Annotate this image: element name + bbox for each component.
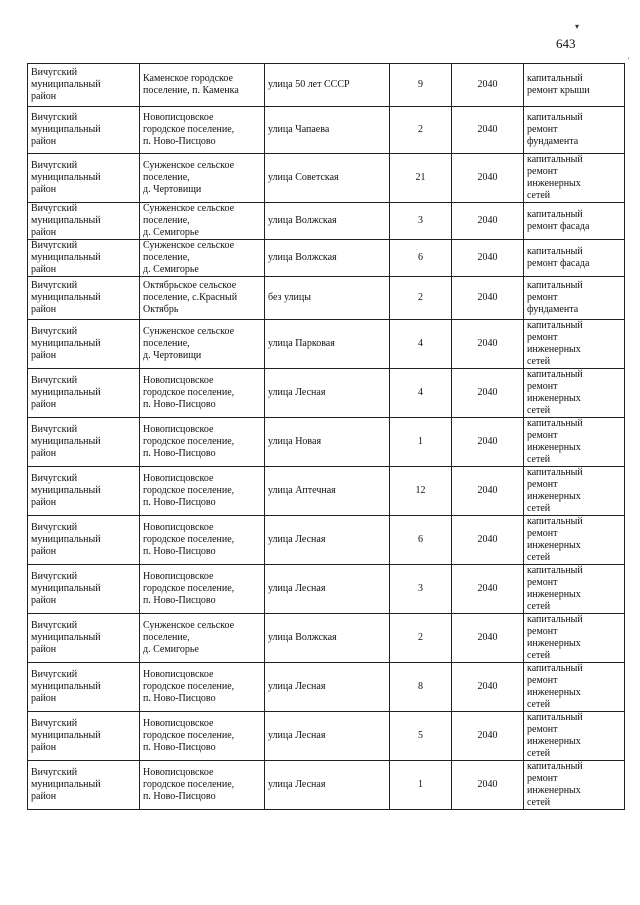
district-cell-line: Вичугский	[31, 473, 78, 484]
settlement-cell-line: поселение,	[143, 215, 190, 226]
table-row	[28, 369, 625, 418]
work-type-cell	[524, 712, 625, 761]
settlement-cell-line: п. Ново-Писцово	[143, 595, 216, 606]
year-cell: 2040	[452, 154, 524, 203]
district-cell	[28, 565, 140, 614]
count-cell: 2	[390, 107, 452, 154]
settlement-cell	[140, 154, 265, 203]
settlement-cell-line: Октябрь	[143, 304, 179, 315]
district-cell	[28, 712, 140, 761]
count-cell: 1	[390, 418, 452, 467]
district-cell	[28, 663, 140, 712]
street-cell: улица Чапаева	[265, 107, 390, 154]
work-type-cell-line: фундамента	[527, 304, 579, 315]
settlement-cell-line: Новописцовское	[143, 375, 214, 386]
settlement-cell-line: городское поселение,	[143, 485, 235, 496]
work-type-cell-line: инженерных	[527, 540, 581, 551]
work-type-cell-line: капитальный	[527, 467, 583, 478]
settlement-cell-line: Новописцовское	[143, 424, 214, 435]
work-type-cell-line: фундамента	[527, 136, 579, 147]
work-type-cell-line: ремонт	[527, 773, 558, 784]
street-cell: улица Лесная	[265, 761, 390, 810]
work-type-cell-line: ремонт фасада	[527, 258, 590, 269]
table-row	[28, 712, 625, 761]
settlement-cell	[140, 277, 265, 320]
count-cell: 4	[390, 320, 452, 369]
work-type-cell-line: ремонт	[527, 724, 558, 735]
work-type-cell	[524, 277, 625, 320]
district-cell-line: район	[31, 644, 57, 655]
work-type-cell	[524, 107, 625, 154]
district-cell-line: район	[31, 91, 57, 102]
table-row	[28, 614, 625, 663]
work-type-cell-line: ремонт	[527, 292, 558, 303]
district-cell-line: Вичугский	[31, 522, 78, 533]
district-cell-line: Вичугский	[31, 718, 78, 729]
work-type-cell-line: инженерных	[527, 442, 581, 453]
settlement-cell-line: Октябрьское сельское	[143, 280, 237, 291]
settlement-cell-line: Новописцовское	[143, 718, 214, 729]
settlement-cell-line: городское поселение,	[143, 124, 235, 135]
work-type-cell	[524, 614, 625, 663]
work-type-cell-line: сетей	[527, 503, 551, 514]
settlement-cell-line: д. Семигорье	[143, 644, 199, 655]
work-type-cell-line: капитальный	[527, 209, 583, 220]
work-type-cell	[524, 418, 625, 467]
year-cell: 2040	[452, 203, 524, 240]
count-cell: 2	[390, 277, 452, 320]
district-cell-line: муниципальный	[31, 632, 101, 643]
repair-schedule-table	[27, 63, 625, 810]
year-cell: 2040	[452, 369, 524, 418]
settlement-cell	[140, 369, 265, 418]
district-cell-line: Вичугский	[31, 326, 78, 337]
year-cell: 2040	[452, 107, 524, 154]
district-cell-line: Вичугский	[31, 112, 78, 123]
street-cell: улица Аптечная	[265, 467, 390, 516]
work-type-cell	[524, 516, 625, 565]
district-cell	[28, 154, 140, 203]
year-cell: 2040	[452, 64, 524, 107]
settlement-cell-line: городское поселение,	[143, 436, 235, 447]
settlement-cell-line: п. Ново-Писцово	[143, 136, 216, 147]
district-cell-line: муниципальный	[31, 252, 101, 263]
table-row	[28, 761, 625, 810]
year-cell: 2040	[452, 418, 524, 467]
settlement-cell-line: п. Ново-Писцово	[143, 742, 216, 753]
district-cell	[28, 516, 140, 565]
settlement-cell-line: Новописцовское	[143, 571, 214, 582]
count-cell: 21	[390, 154, 452, 203]
table-row	[28, 467, 625, 516]
settlement-cell-line: д. Семигорье	[143, 264, 199, 275]
year-cell: 2040	[452, 614, 524, 663]
district-cell-line: муниципальный	[31, 387, 101, 398]
settlement-cell	[140, 761, 265, 810]
settlement-cell-line: Сунженское сельское	[143, 240, 235, 251]
settlement-cell-line: Новописцовское	[143, 767, 214, 778]
district-cell-line: муниципальный	[31, 681, 101, 692]
year-cell: 2040	[452, 761, 524, 810]
settlement-cell-line: городское поселение,	[143, 534, 235, 545]
work-type-cell	[524, 565, 625, 614]
work-type-cell	[524, 320, 625, 369]
year-cell: 2040	[452, 663, 524, 712]
work-type-cell	[524, 369, 625, 418]
table-row	[28, 240, 625, 277]
settlement-cell-line: п. Ново-Писцово	[143, 693, 216, 704]
work-type-cell-line: сетей	[527, 552, 551, 563]
year-cell: 2040	[452, 516, 524, 565]
work-type-cell-line: инженерных	[527, 491, 581, 502]
settlement-cell	[140, 203, 265, 240]
street-cell: улица Лесная	[265, 663, 390, 712]
work-type-cell-line: ремонт крыши	[527, 85, 590, 96]
settlement-cell	[140, 565, 265, 614]
district-cell	[28, 761, 140, 810]
street-cell: улица Волжская	[265, 240, 390, 277]
district-cell-line: район	[31, 227, 57, 238]
district-cell-line: Вичугский	[31, 375, 78, 386]
count-cell: 12	[390, 467, 452, 516]
table-row	[28, 663, 625, 712]
table-row	[28, 277, 625, 320]
settlement-cell-line: поселение,	[143, 172, 190, 183]
table-row	[28, 516, 625, 565]
table-body	[28, 64, 625, 810]
settlement-cell-line: Новописцовское	[143, 112, 214, 123]
settlement-cell	[140, 418, 265, 467]
settlement-cell-line: Сунженское сельское	[143, 160, 235, 171]
district-cell-line: муниципальный	[31, 485, 101, 496]
page-number: 643	[556, 36, 576, 51]
district-cell	[28, 614, 140, 663]
settlement-cell-line: городское поселение,	[143, 681, 235, 692]
work-type-cell-line: сетей	[527, 356, 551, 367]
settlement-cell-line: городское поселение,	[143, 730, 235, 741]
district-cell-line: Вичугский	[31, 240, 78, 251]
work-type-cell-line: капитальный	[527, 320, 583, 331]
work-type-cell-line: ремонт	[527, 675, 558, 686]
street-cell: улица Парковая	[265, 320, 390, 369]
settlement-cell	[140, 64, 265, 107]
work-type-cell-line: инженерных	[527, 589, 581, 600]
settlement-cell-line: городское поселение,	[143, 583, 235, 594]
district-cell-line: Вичугский	[31, 203, 78, 214]
table-row	[28, 320, 625, 369]
district-cell-line: район	[31, 791, 57, 802]
work-type-cell-line: инженерных	[527, 344, 581, 355]
settlement-cell-line: п. Ново-Писцово	[143, 497, 216, 508]
settlement-cell-line: Сунженское сельское	[143, 326, 235, 337]
district-cell-line: муниципальный	[31, 730, 101, 741]
work-type-cell-line: инженерных	[527, 736, 581, 747]
table-row	[28, 107, 625, 154]
district-cell-line: район	[31, 184, 57, 195]
settlement-cell-line: Новописцовское	[143, 669, 214, 680]
work-type-cell-line: ремонт фасада	[527, 221, 590, 232]
district-cell-line: муниципальный	[31, 215, 101, 226]
count-cell: 5	[390, 712, 452, 761]
work-type-cell-line: капитальный	[527, 516, 583, 527]
district-cell	[28, 277, 140, 320]
settlement-cell	[140, 663, 265, 712]
settlement-cell-line: д. Чертовищи	[143, 350, 202, 361]
street-cell: улица Новая	[265, 418, 390, 467]
district-cell	[28, 203, 140, 240]
work-type-cell-line: капитальный	[527, 761, 583, 772]
work-type-cell-line: ремонт	[527, 381, 558, 392]
district-cell-line: район	[31, 693, 57, 704]
work-type-cell-line: сетей	[527, 650, 551, 661]
settlement-cell-line: поселение, с.Красный	[143, 292, 238, 303]
work-type-cell-line: капитальный	[527, 712, 583, 723]
district-cell	[28, 320, 140, 369]
street-cell: без улицы	[265, 277, 390, 320]
district-cell-line: муниципальный	[31, 436, 101, 447]
settlement-cell	[140, 614, 265, 663]
district-cell	[28, 64, 140, 107]
work-type-cell-line: капитальный	[527, 280, 583, 291]
work-type-cell-line: капитальный	[527, 73, 583, 84]
count-cell: 3	[390, 203, 452, 240]
settlement-cell	[140, 240, 265, 277]
work-type-cell-line: сетей	[527, 699, 551, 710]
district-cell-line: район	[31, 497, 57, 508]
settlement-cell-line: Сунженское сельское	[143, 620, 235, 631]
district-cell-line: муниципальный	[31, 779, 101, 790]
count-cell: 6	[390, 240, 452, 277]
work-type-cell-line: капитальный	[527, 663, 583, 674]
settlement-cell-line: поселение,	[143, 252, 190, 263]
work-type-cell	[524, 240, 625, 277]
work-type-cell-line: капитальный	[527, 154, 583, 165]
count-cell: 9	[390, 64, 452, 107]
district-cell	[28, 107, 140, 154]
table-row	[28, 64, 625, 107]
district-cell-line: район	[31, 350, 57, 361]
work-type-cell-line: капитальный	[527, 246, 583, 257]
district-cell	[28, 418, 140, 467]
work-type-cell-line: сетей	[527, 454, 551, 465]
settlement-cell	[140, 712, 265, 761]
work-type-cell-line: ремонт	[527, 479, 558, 490]
district-cell-line: Вичугский	[31, 669, 78, 680]
street-cell: улица Лесная	[265, 712, 390, 761]
district-cell-line: район	[31, 595, 57, 606]
scan-tick: '	[628, 56, 630, 65]
work-type-cell-line: сетей	[527, 797, 551, 808]
district-cell-line: Вичугский	[31, 160, 78, 171]
street-cell: улица Лесная	[265, 565, 390, 614]
year-cell: 2040	[452, 565, 524, 614]
district-cell-line: муниципальный	[31, 172, 101, 183]
work-type-cell-line: ремонт	[527, 528, 558, 539]
work-type-cell	[524, 467, 625, 516]
year-cell: 2040	[452, 320, 524, 369]
district-cell-line: район	[31, 399, 57, 410]
settlement-cell	[140, 320, 265, 369]
work-type-cell-line: капитальный	[527, 418, 583, 429]
settlement-cell-line: д. Семигорье	[143, 227, 199, 238]
work-type-cell-line: капитальный	[527, 112, 583, 123]
district-cell-line: район	[31, 264, 57, 275]
street-cell: улица Советская	[265, 154, 390, 203]
district-cell-line: район	[31, 136, 57, 147]
work-type-cell-line: инженерных	[527, 393, 581, 404]
count-cell: 3	[390, 565, 452, 614]
table-row	[28, 154, 625, 203]
count-cell: 1	[390, 761, 452, 810]
district-cell-line: муниципальный	[31, 338, 101, 349]
work-type-cell	[524, 761, 625, 810]
work-type-cell-line: ремонт	[527, 166, 558, 177]
scan-mark: ▾	[575, 22, 580, 31]
district-cell-line: муниципальный	[31, 583, 101, 594]
district-cell-line: муниципальный	[31, 79, 101, 90]
district-cell	[28, 467, 140, 516]
settlement-cell-line: Сунженское сельское	[143, 203, 235, 214]
district-cell-line: Вичугский	[31, 424, 78, 435]
district-cell	[28, 369, 140, 418]
count-cell: 8	[390, 663, 452, 712]
work-type-cell-line: инженерных	[527, 178, 581, 189]
settlement-cell-line: п. Ново-Писцово	[143, 791, 216, 802]
work-type-cell-line: сетей	[527, 601, 551, 612]
district-cell-line: муниципальный	[31, 292, 101, 303]
work-type-cell-line: капитальный	[527, 565, 583, 576]
work-type-cell-line: ремонт	[527, 577, 558, 588]
work-type-cell-line: инженерных	[527, 638, 581, 649]
work-type-cell-line: ремонт	[527, 626, 558, 637]
count-cell: 2	[390, 614, 452, 663]
count-cell: 6	[390, 516, 452, 565]
table-row	[28, 203, 625, 240]
settlement-cell-line: Новописцовское	[143, 522, 214, 533]
work-type-cell-line: сетей	[527, 748, 551, 759]
year-cell: 2040	[452, 277, 524, 320]
work-type-cell-line: ремонт	[527, 332, 558, 343]
settlement-cell-line: д. Чертовищи	[143, 184, 202, 195]
district-cell-line: район	[31, 546, 57, 557]
settlement-cell	[140, 516, 265, 565]
district-cell-line: муниципальный	[31, 534, 101, 545]
work-type-cell-line: сетей	[527, 190, 551, 201]
work-type-cell-line: инженерных	[527, 687, 581, 698]
settlement-cell-line: городское поселение,	[143, 779, 235, 790]
district-cell-line: Вичугский	[31, 571, 78, 582]
work-type-cell-line: капитальный	[527, 369, 583, 380]
work-type-cell-line: капитальный	[527, 614, 583, 625]
street-cell: улица Волжская	[265, 614, 390, 663]
district-cell-line: Вичугский	[31, 767, 78, 778]
work-type-cell	[524, 64, 625, 107]
work-type-cell-line: ремонт	[527, 124, 558, 135]
table-row	[28, 418, 625, 467]
district-cell	[28, 240, 140, 277]
settlement-cell	[140, 107, 265, 154]
settlement-cell-line: Каменское городское	[143, 73, 233, 84]
work-type-cell-line: сетей	[527, 405, 551, 416]
district-cell-line: район	[31, 304, 57, 315]
settlement-cell-line: поселение,	[143, 632, 190, 643]
work-type-cell	[524, 154, 625, 203]
district-cell-line: Вичугский	[31, 620, 78, 631]
settlement-cell-line: Новописцовское	[143, 473, 214, 484]
district-cell-line: район	[31, 448, 57, 459]
table-row	[28, 565, 625, 614]
street-cell: улица 50 лет СССР	[265, 64, 390, 107]
settlement-cell-line: п. Ново-Писцово	[143, 448, 216, 459]
year-cell: 2040	[452, 240, 524, 277]
district-cell-line: Вичугский	[31, 67, 78, 78]
district-cell-line: Вичугский	[31, 280, 78, 291]
year-cell: 2040	[452, 712, 524, 761]
count-cell: 4	[390, 369, 452, 418]
district-cell-line: муниципальный	[31, 124, 101, 135]
street-cell: улица Волжская	[265, 203, 390, 240]
year-cell: 2040	[452, 467, 524, 516]
settlement-cell-line: п. Ново-Писцово	[143, 546, 216, 557]
settlement-cell-line: поселение,	[143, 338, 190, 349]
work-type-cell-line: инженерных	[527, 785, 581, 796]
street-cell: улица Лесная	[265, 516, 390, 565]
work-type-cell-line: ремонт	[527, 430, 558, 441]
district-cell-line: район	[31, 742, 57, 753]
work-type-cell	[524, 203, 625, 240]
work-type-cell	[524, 663, 625, 712]
settlement-cell-line: п. Ново-Писцово	[143, 399, 216, 410]
settlement-cell-line: городское поселение,	[143, 387, 235, 398]
settlement-cell-line: поселение, п. Каменка	[143, 85, 239, 96]
street-cell: улица Лесная	[265, 369, 390, 418]
settlement-cell	[140, 467, 265, 516]
